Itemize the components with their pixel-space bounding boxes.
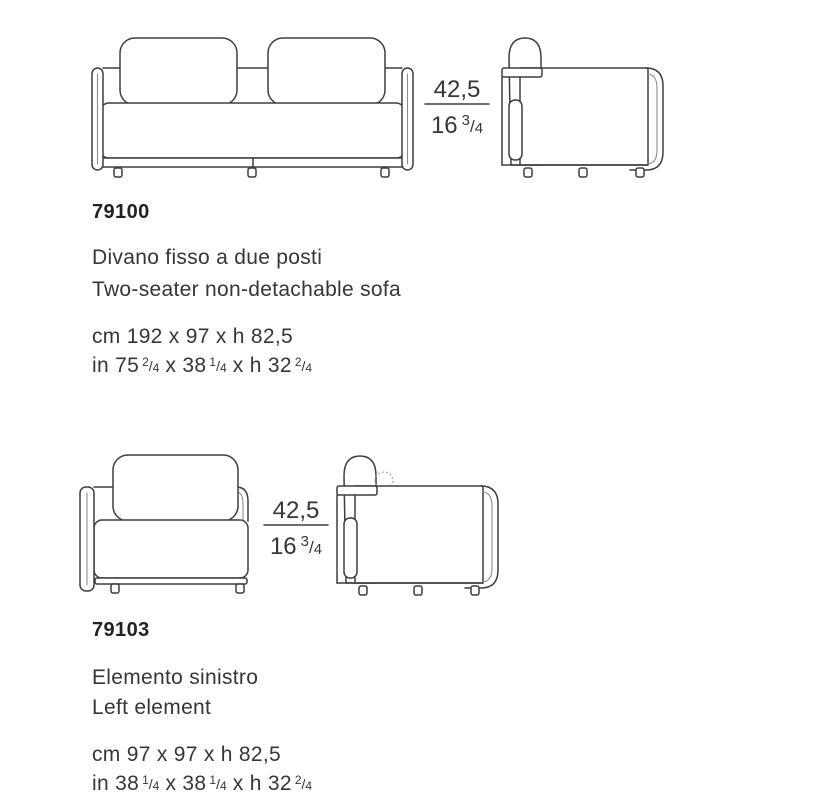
arm-side-panel bbox=[520, 68, 648, 165]
fraction-slash: / bbox=[216, 358, 220, 374]
foot bbox=[248, 168, 256, 177]
seat-height-dimension bbox=[424, 76, 490, 139]
fraction-numerator: 1 bbox=[209, 773, 217, 787]
product-name-italian: Divano fisso a due posti bbox=[92, 246, 323, 269]
foot bbox=[114, 168, 122, 177]
foot bbox=[236, 584, 244, 593]
width-whole: 38 bbox=[115, 772, 140, 795]
product-name-italian: Elemento sinistro bbox=[92, 666, 259, 689]
metric-dimensions: cm 192 x 97 x h 82,5 bbox=[92, 325, 293, 348]
width-fraction bbox=[142, 350, 159, 380]
armrest-top bbox=[337, 486, 377, 495]
depth-fraction bbox=[209, 768, 226, 798]
fraction-denominator: 4 bbox=[219, 779, 227, 793]
dimension-imperial bbox=[263, 528, 329, 560]
base bbox=[95, 578, 247, 584]
depth-whole: 38 bbox=[182, 354, 207, 377]
fraction-numerator: 2 bbox=[142, 355, 149, 369]
foot bbox=[524, 168, 532, 177]
fraction-slash: / bbox=[148, 358, 153, 374]
front-armrest-inner bbox=[648, 74, 657, 164]
fraction-numerator: 2 bbox=[294, 773, 302, 787]
back-cushion bbox=[113, 455, 238, 521]
fraction-denominator: 4 bbox=[305, 779, 313, 793]
width-fraction bbox=[142, 768, 159, 798]
fraction-slash: / bbox=[216, 776, 220, 792]
width-whole: 75 bbox=[115, 354, 140, 377]
foot bbox=[636, 168, 644, 177]
product-name-english: Two-seater non-detachable sofa bbox=[92, 278, 402, 301]
foot bbox=[359, 586, 367, 595]
back-cushion-right bbox=[268, 38, 385, 105]
metric-dimensions: cm 97 x 97 x h 82,5 bbox=[92, 743, 281, 766]
fraction-numerator: 3 bbox=[300, 533, 309, 550]
side-view-two-seater bbox=[502, 38, 663, 177]
product-name-english: Left element bbox=[92, 696, 212, 719]
depth-whole: 38 bbox=[182, 772, 207, 795]
dimension-imperial-whole: 16 bbox=[269, 533, 297, 560]
seat-height-dimension bbox=[263, 497, 329, 560]
separator-height: x h bbox=[232, 772, 262, 795]
arm-side-panel bbox=[355, 486, 483, 583]
product-code: 79103 bbox=[92, 619, 150, 641]
fraction-slash: / bbox=[148, 776, 153, 792]
fraction-denominator: 4 bbox=[152, 779, 160, 793]
foot bbox=[381, 168, 389, 177]
seat-cushion-side bbox=[509, 100, 522, 160]
height-fraction bbox=[295, 768, 312, 798]
height-whole: 32 bbox=[267, 772, 292, 795]
height-whole: 32 bbox=[267, 354, 292, 377]
depth-fraction bbox=[209, 350, 226, 380]
seat-cushion bbox=[100, 103, 405, 158]
dimension-imperial-whole: 16 bbox=[430, 112, 458, 139]
dimension-imperial bbox=[424, 107, 490, 139]
foot bbox=[579, 168, 587, 177]
foot bbox=[111, 584, 119, 593]
seat-cushion-side bbox=[344, 518, 357, 578]
imperial-dimensions bbox=[92, 768, 312, 798]
fraction-denominator: 4 bbox=[305, 361, 313, 375]
fraction-numerator: 1 bbox=[209, 355, 217, 369]
separator: x bbox=[165, 772, 177, 795]
foot bbox=[471, 586, 479, 595]
fraction-denominator: 4 bbox=[474, 120, 484, 137]
imperial-dimensions bbox=[92, 350, 312, 380]
fraction-denominator: 4 bbox=[219, 361, 227, 375]
dimension-imperial-fraction bbox=[462, 107, 483, 143]
fraction-slash: / bbox=[308, 538, 314, 557]
fraction-slash: / bbox=[469, 117, 475, 136]
seat-cushion bbox=[94, 520, 248, 578]
height-fraction bbox=[295, 350, 312, 380]
fraction-slash: / bbox=[301, 776, 306, 792]
back-cushion-left bbox=[120, 38, 237, 105]
fraction-denominator: 4 bbox=[313, 541, 323, 558]
foot bbox=[414, 586, 422, 595]
unit-label: in bbox=[92, 772, 109, 795]
dimension-metric: 42,5 bbox=[433, 76, 481, 103]
dimension-imperial-fraction bbox=[301, 528, 322, 564]
fraction-numerator: 3 bbox=[461, 112, 470, 129]
product-code: 79100 bbox=[92, 201, 150, 223]
unit-label: in bbox=[92, 354, 109, 377]
front-armrest-inner bbox=[483, 492, 492, 582]
armrest-top bbox=[502, 68, 542, 77]
separator-height: x h bbox=[232, 354, 262, 377]
front-view-left-element bbox=[80, 455, 248, 593]
fraction-numerator: 1 bbox=[142, 773, 149, 787]
fraction-denominator: 4 bbox=[152, 361, 160, 375]
fraction-numerator: 2 bbox=[294, 355, 302, 369]
side-view-left-element bbox=[337, 456, 498, 595]
separator: x bbox=[165, 354, 177, 377]
front-view-two-seater bbox=[92, 38, 413, 177]
dimension-metric: 42,5 bbox=[272, 497, 320, 524]
fraction-slash: / bbox=[301, 358, 306, 374]
